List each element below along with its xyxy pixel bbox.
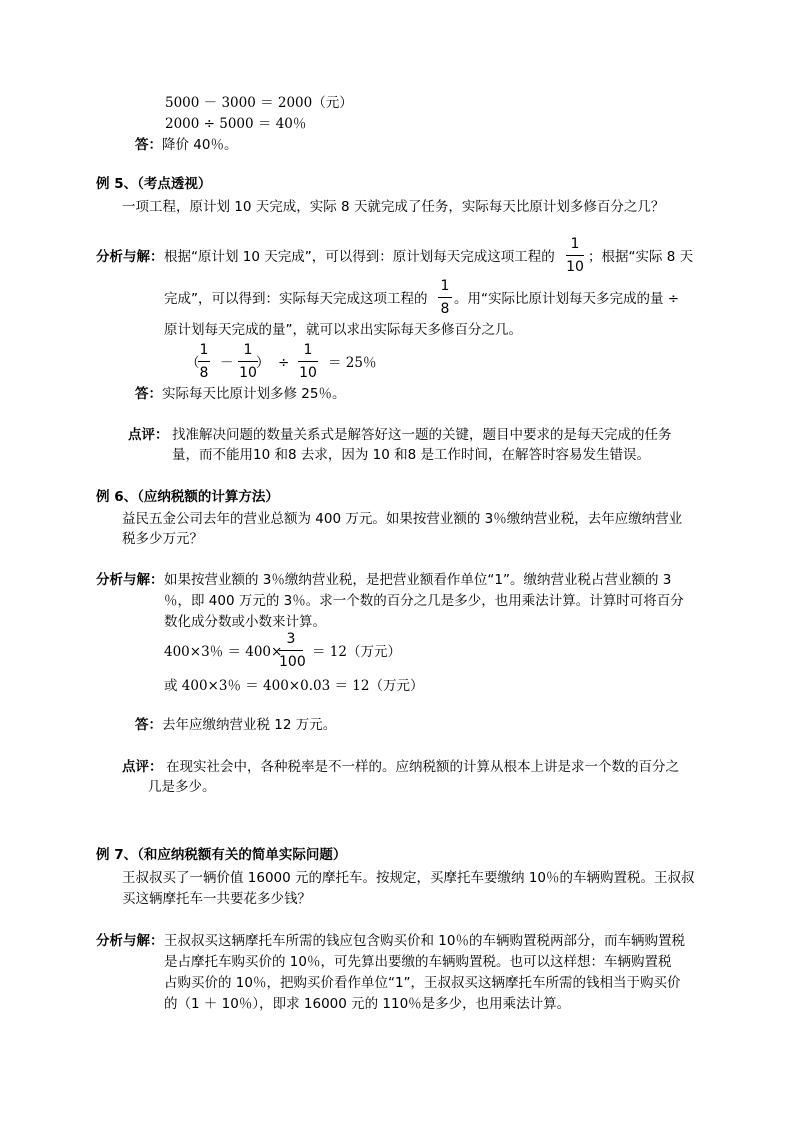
calc-line: 400×3％ ＝ 400×	[164, 644, 283, 660]
comment-text: 量，而不能用10 和8 去求，因为 10 和8 是工作时间，在解答时容易发生错误。	[172, 447, 650, 463]
answer-block	[135, 716, 336, 734]
analysis-text: ；根据“实际 8 天	[588, 249, 694, 265]
example-heading: 例 6、（应纳税额的计算方法）	[96, 489, 279, 505]
problem-text: 王叔叔买了一辆价值 16000 元的摩托车。按规定，买摩托车要缴纳 10％的车辆购置税。王叔叔	[122, 870, 695, 886]
calc-line: 或 400×3％ ＝ 400×0.03 ＝ 12（万元）	[164, 678, 424, 694]
problem-text: 税多少万元？	[122, 531, 203, 547]
calc-line: 5000 － 3000 ＝ 2000（元）	[165, 95, 353, 111]
analysis-text: 王叔叔买这辆摩托车所需的钱应包含购买价和 10％的车辆购置税两部分，而车辆购置税	[164, 933, 685, 949]
analysis-text: 占购买价的 10％，把购买价看作单位“1”，王叔叔买这辆摩托车所需的钱相当于购买价	[164, 975, 681, 991]
comment-label: 点评：	[122, 759, 163, 775]
calc-line: 2000 ÷ 5000 ＝ 40％	[165, 116, 307, 132]
answer-block	[135, 385, 345, 403]
comment-text: 几是多少。	[148, 779, 216, 795]
analysis-text: 。用“实际比原计划每天多完成的量 ÷	[454, 291, 680, 307]
example-heading: 例 7、（和应纳税额有关的简单实际问题）	[96, 847, 347, 863]
problem-text: 益民五金公司去年的营业总额为 400 万元。如果按营业额的 3％缴纳营业税，去年应缴纳营业	[122, 511, 683, 527]
formula-operator: －	[220, 355, 234, 371]
analysis-text: 的（1 ＋ 10％），即求 16000 元的 110％是多少，也用乘法计算。	[164, 996, 571, 1012]
formula-paren: ）	[256, 355, 270, 371]
fraction: 1 8	[199, 342, 209, 381]
formula-result: ＝ 25％	[328, 355, 377, 371]
fraction: 1 10	[239, 342, 257, 381]
fraction: 1 8	[438, 277, 452, 318]
analysis-text: 原计划每天完成的量”，就可以求出实际每天多修百分之几。	[164, 322, 522, 338]
analysis-text: 数化成分数或小数来计算。	[164, 614, 326, 630]
answer-label: 答：	[135, 137, 162, 153]
answer-block	[135, 136, 237, 154]
comment-label: 点评：	[128, 427, 169, 443]
answer-text: 去年应缴纳营业税 12 万元。	[162, 717, 337, 733]
fraction: 3 100	[279, 631, 306, 670]
analysis-text: 如果按营业额的 3％缴纳营业税，是把营业额看作单位“1”。缴纳营业税占营业额的 3	[164, 572, 672, 588]
answer-label: 答：	[135, 386, 162, 402]
analysis-text: ％，即 400 万元的 3％。求一个数的百分之几是多少，也用乘法计算。计算时可将百分	[164, 593, 684, 609]
comment-text: 找准解决问题的数量关系式是解答好这一题的关键，题目中要求的是每天完成的任务	[172, 427, 672, 443]
problem-text: 一项工程，原计划 10 天完成，实际 8 天就完成了任务，实际每天比原计划多修百分之几？	[122, 199, 665, 215]
formula-operator: ÷	[278, 355, 290, 371]
example-heading: 例 5、（考点透视）	[96, 176, 212, 192]
analysis-label: 分析与解：	[96, 933, 164, 949]
analysis-text: 是占摩托车购买价的 10％，可先算出要缴的车辆购置税。也可以这样想：车辆购置税	[164, 954, 672, 970]
analysis-text: 完成”，可以得到：实际每天完成这项工程的	[164, 291, 428, 307]
fraction: 1 10	[299, 342, 317, 381]
analysis-label: 分析与解：	[96, 572, 164, 588]
answer-label: 答：	[135, 717, 162, 733]
formula-paren: （	[186, 355, 200, 371]
fraction: 1 10	[566, 236, 584, 275]
analysis-text: 根据“原计划 10 天完成”，可以得到：原计划每天完成这项工程的	[164, 249, 555, 265]
answer-text: 实际每天比原计划多修 25％。	[162, 386, 346, 402]
analysis-label: 分析与解：	[96, 249, 164, 265]
answer-text: 降价 40％。	[162, 137, 238, 153]
calc-line: ＝ 12（万元）	[312, 644, 401, 660]
comment-text: 在现实社会中，各种税率是不一样的。应纳税额的计算从根本上讲是求一个数的百分之	[166, 759, 679, 775]
problem-text: 买这辆摩托车一共要花多少钱？	[122, 891, 311, 907]
